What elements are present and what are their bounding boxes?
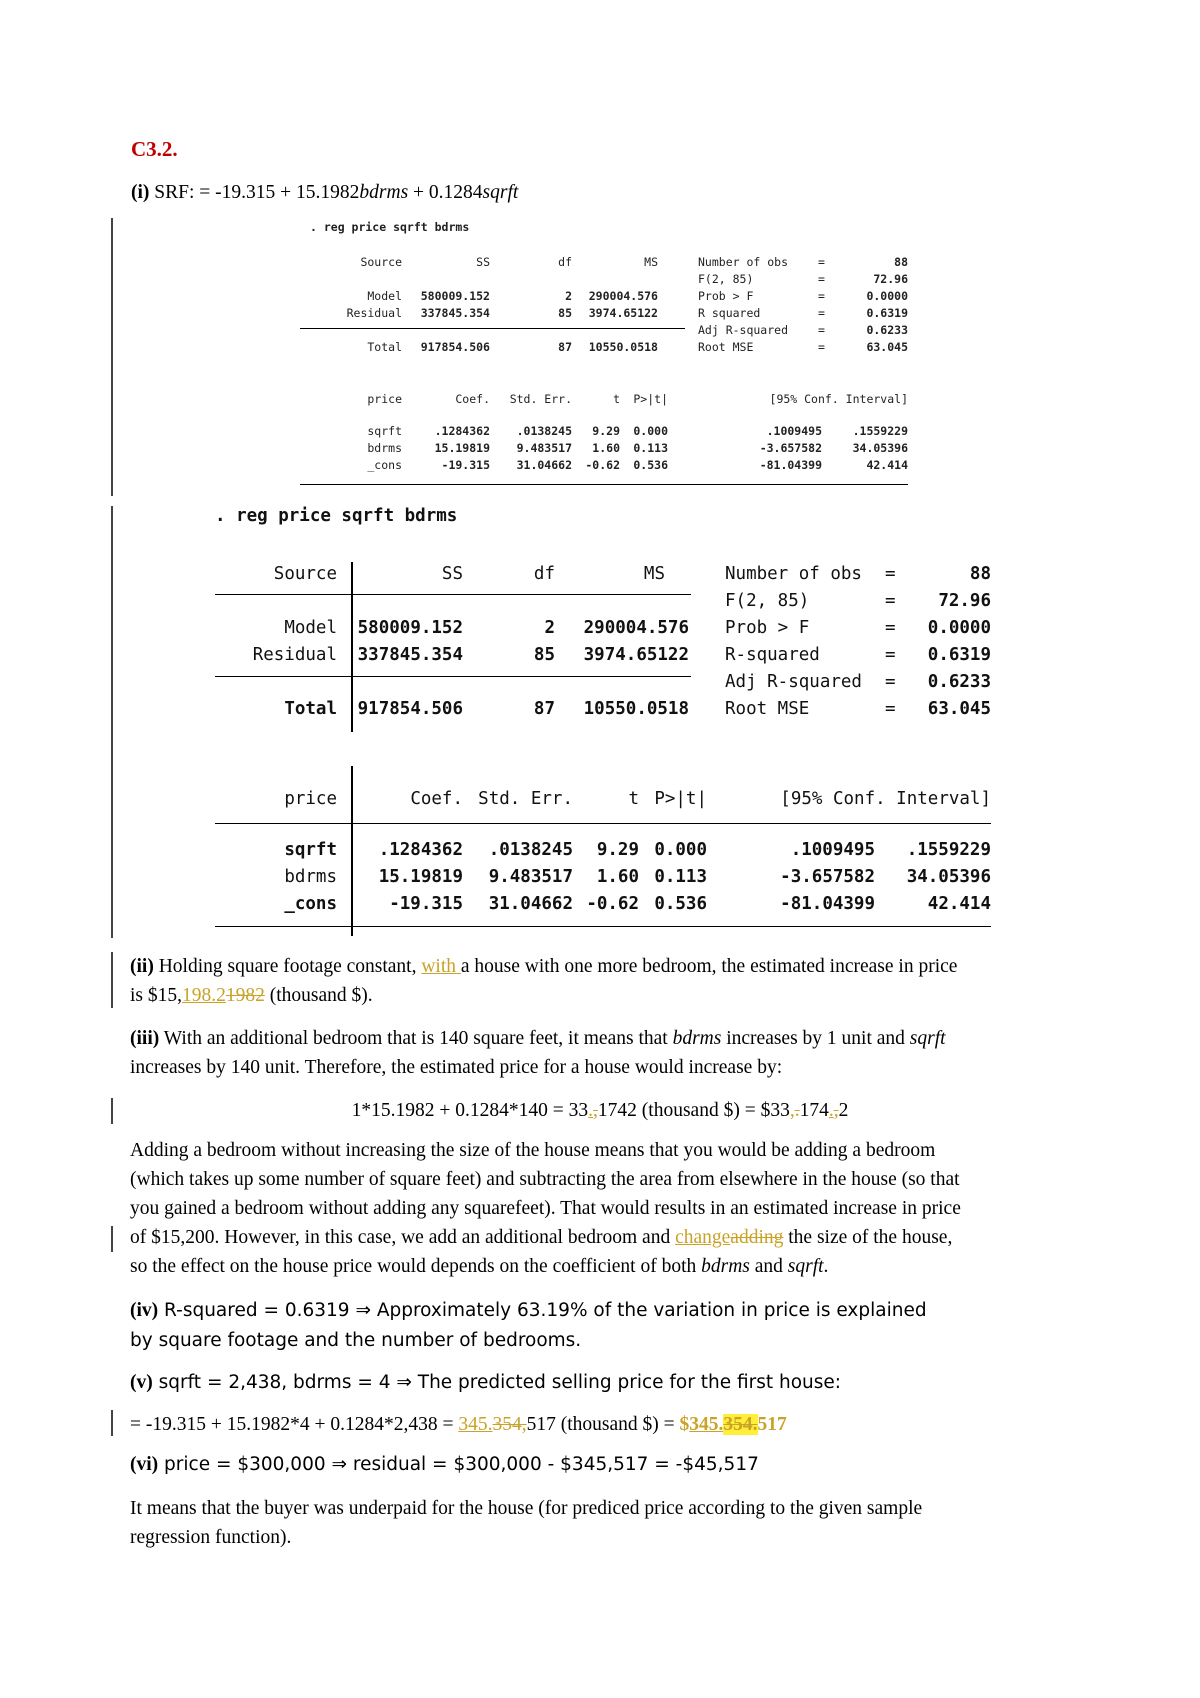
part-iii-explanation: Adding a bedroom without increasing the size of the house means that you would be adding a bedroom (which takes up some number of square feet) and subtracting the area from elsewhere in the house (so that you gained a bedroom without adding any squarefeet). That would results in an estimated increase in price of $15,200. However, in this case, we add an additional bedroom and changeadding the size of the house, so the effect on the house price would depends on the coefficient of both bdrms and sqrft. [130,1140,961,1277]
stata-command: . reg price sqrft bdrms [215,506,458,526]
change-bar [111,1226,113,1252]
tracked-deletion: 354. [723,1414,758,1435]
tracked-insertion: . [828,1100,834,1121]
part-i-label: (i) [131,182,150,203]
change-bar [111,1410,113,1436]
tracked-deletion: 354, [492,1414,527,1435]
tracked-insertion: . [588,1100,594,1121]
part-iii-equation: 1*15.1982 + 0.1284*140 = 33.,1742 (thousand $) = $33,.174.,2 [351,1100,849,1121]
part-v-paragraph: (v) sqrft = 2,438, bdrms = 4 ⇒ The predicted selling price for the first house: [130,1372,842,1393]
change-bar [111,506,113,938]
tracked-insertion: 345. [689,1414,724,1435]
tracked-insertion: with [421,956,461,977]
part-ii-paragraph: (ii) Holding square footage constant, with a house with one more bedroom, the estimated increase in price is $15,198.21982 (thousand $). [130,956,958,1006]
change-bar [111,952,113,1008]
tracked-deletion: adding [730,1227,784,1248]
tracked-deletion: , [593,1100,598,1121]
tracked-insertion: 198.2 [182,985,226,1006]
part-v-equation: = -19.315 + 15.1982*4 + 0.1284*2,438 = 345.354,517 (thousand $) = $345.354.517 [130,1414,787,1435]
part-vi-explanation: It means that the buyer was underpaid for the house (for prediced price according to the given sample regression function). [130,1498,923,1548]
part-iii-paragraph: (iii) With an additional bedroom that is 140 square feet, it means that bdrms increases by 1 unit and sqrft increases by 140 unit. Therefore, the estimated price for a house would increase by: [130,1028,946,1078]
tracked-deletion: . [794,1100,800,1121]
tracked-deletion: , [833,1100,839,1121]
stata-output-large: . reg price sqrft bdrms Source SS df MS Number of obs F(2, 85) Prob > F R-squared Adj R-squared Root MSE = = = = = = 88 72.96 0.0000 0.6319 0.6233 63.045 Model 580009.152 2 290004.576 Residual 337845.354 85 3974.65122 Total 917854.506 87 10550.0518 price Coef. Std. Err. t P>|t| [95% Conf. Interval] sqrft .1284362 .0138245 9.29 0.000 .1009495 .1559229 bdrms 15.19819 9.483517 1.60 0.113 -3.657582 34.05396 _cons -19.315 31.04662 -0.62 0.536 -81.04399 42.414 [215,506,995,936]
tracked-deletion: 1982 [225,985,265,1006]
section-heading: C3.2. [131,137,178,161]
part-vi-paragraph: (vi) price = $300,000 ⇒ residual = $300,000 - $345,517 = -$45,517 [130,1454,759,1475]
change-bar [111,218,113,496]
part-iv-paragraph: (iv) R-squared = 0.6319 ⇒ Approximately 63.19% of the variation in price is explained by square footage and the number of bedrooms. [130,1300,927,1351]
tracked-insertion: change [675,1227,731,1248]
stata-command: . reg price sqrft bdrms [310,220,470,234]
part-i-line: (i) SRF: = -19.315 + 15.1982bdrms + 0.1284sqrft [131,182,519,203]
stata-output-small: . reg price sqrft bdrms Source SS df MS Number of obs F(2, 85) Prob > F R squared Adj R-squared Root MSE = = = = = = 88 72.96 0.0000 0.6319 0.6233 63.045 Model 580009.152 2 290004.576 Residual 337845.354 85 3974.65122 Total 917854.506 87 10550.0518 price Coef. Std. Err. t P>|t| [95% Conf. Interval] sqrft .1284362 .0138245 9.29 0.000 .1009495 .1559229 bdrms 15.19819 9.483517 1.60 0.113 -3.657582 34.05396 _cons -19.315 31.04662 -0.62 0.536 -81.04399 42.414 [300,220,910,490]
tracked-insertion: , [789,1100,795,1121]
tracked-insertion: 345. [458,1414,493,1435]
